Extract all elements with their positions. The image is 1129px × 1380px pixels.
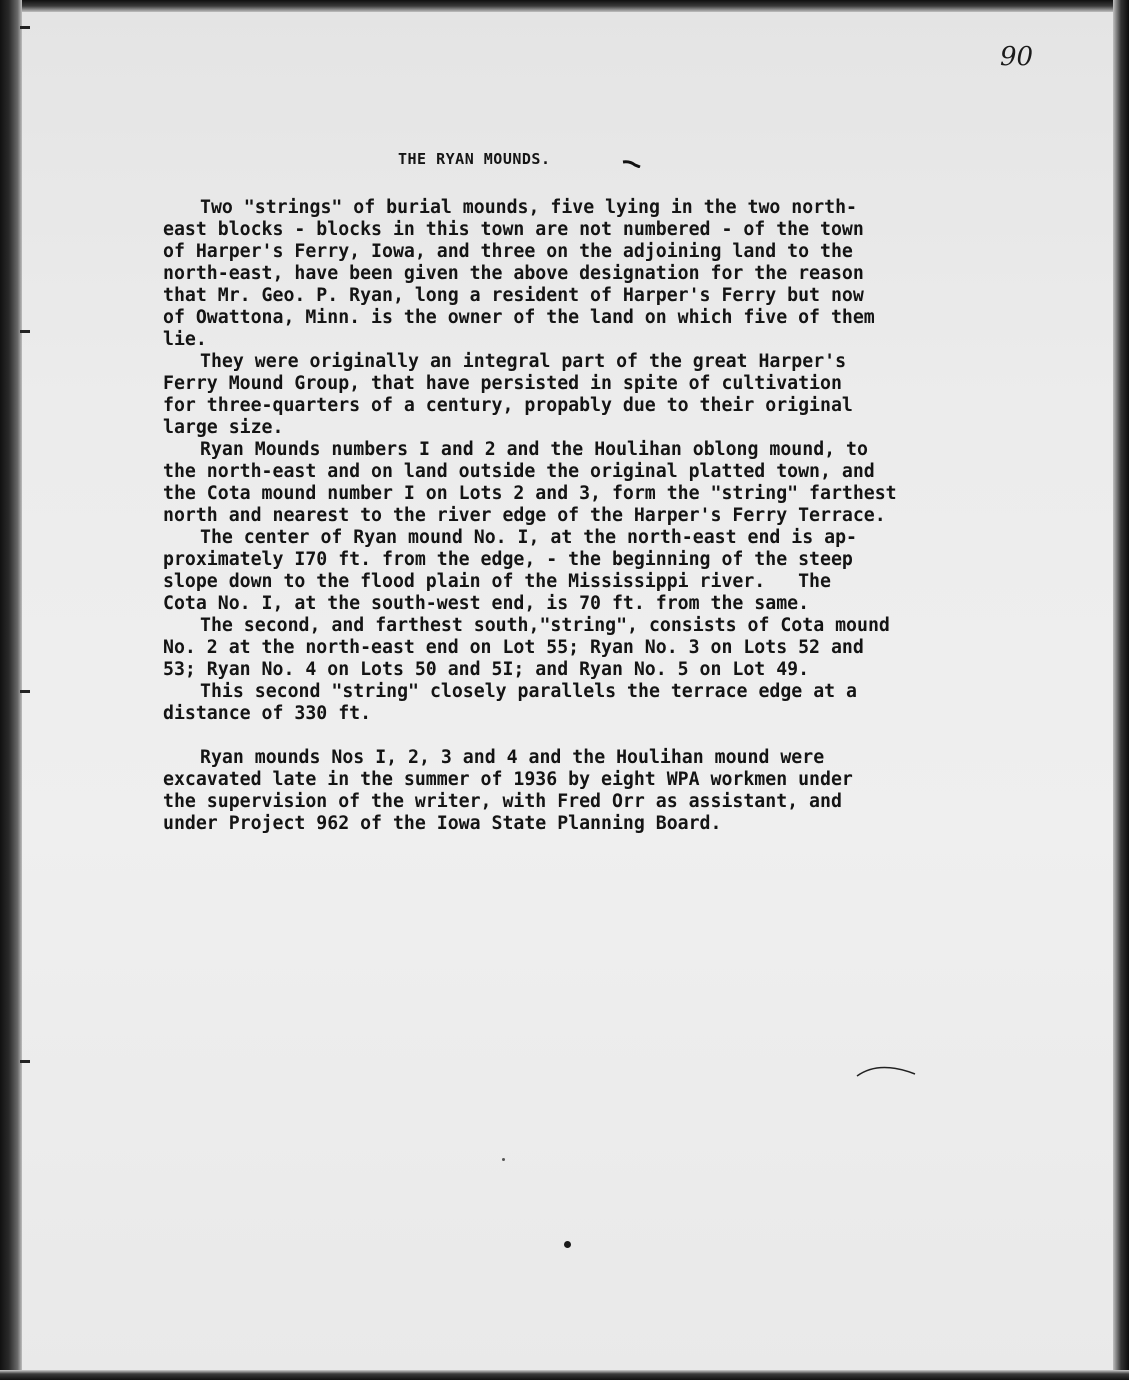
- body-line: No. 2 at the north-east end on Lot 55; Ryan No. 3 on Lots 52 and: [163, 637, 864, 658]
- scan-top-edge: [0, 0, 1129, 12]
- body-line: slope down to the flood plain of the Mississippi river. The: [163, 571, 831, 592]
- scan-left-edge: [0, 0, 22, 1380]
- binder-tick-mark: [20, 1060, 30, 1063]
- body-line: The center of Ryan mound No. I, at the north-east end is ap-: [200, 527, 857, 548]
- pencil-stroke-mark: [855, 1062, 919, 1080]
- body-line: north-east, have been given the above designation for the reason: [163, 263, 864, 284]
- pencil-check-mark: [622, 160, 642, 168]
- body-line: of Harper's Ferry, Iowa, and three on the adjoining land to the: [163, 241, 853, 262]
- body-line: Cota No. I, at the south-west end, is 70 ft. from the same.: [163, 593, 810, 614]
- binder-tick-mark: [20, 690, 30, 693]
- body-line: of Owattona, Minn. is the owner of the land on which five of them: [163, 307, 875, 328]
- body-line: Ryan Mounds numbers I and 2 and the Houlihan oblong mound, to: [200, 439, 868, 460]
- document-title: THE RYAN MOUNDS.: [398, 150, 551, 168]
- body-line: 53; Ryan No. 4 on Lots 50 and 5I; and Ryan No. 5 on Lot 49.: [163, 659, 810, 680]
- ink-dot: [564, 1241, 571, 1248]
- body-line: north and nearest to the river edge of the Harper's Ferry Terrace.: [163, 505, 886, 526]
- body-line: lie.: [163, 329, 207, 350]
- body-line: This second "string" closely parallels the terrace edge at a: [200, 681, 857, 702]
- body-line: Ferry Mound Group, that have persisted in spite of cultivation: [163, 373, 842, 394]
- body-line: the supervision of the writer, with Fred Orr as assistant, and: [163, 791, 842, 812]
- body-line: proximately I70 ft. from the edge, - the beginning of the steep: [163, 549, 853, 570]
- body-line: Two "strings" of burial mounds, five lying in the two north-: [200, 197, 857, 218]
- body-line: They were originally an integral part of the great Harper's: [200, 351, 847, 372]
- body-line: Ryan mounds Nos I, 2, 3 and 4 and the Houlihan mound were: [200, 747, 825, 768]
- body-line: large size.: [163, 417, 284, 438]
- ink-speck: [502, 1158, 505, 1161]
- scan-bottom-edge: [0, 1370, 1129, 1380]
- body-line: distance of 330 ft.: [163, 703, 372, 724]
- body-line: excavated late in the summer of 1936 by eight WPA workmen under: [163, 769, 853, 790]
- body-line: the Cota mound number I on Lots 2 and 3, form the "string" farthest: [163, 483, 897, 504]
- page-number: 90: [1000, 42, 1034, 72]
- body-line: east blocks - blocks in this town are not numbered - of the town: [163, 219, 864, 240]
- body-line: the north-east and on land outside the original platted town, and: [163, 461, 875, 482]
- binder-tick-mark: [20, 26, 30, 29]
- body-line: that Mr. Geo. P. Ryan, long a resident of Harper's Ferry but now: [163, 285, 864, 306]
- body-line: The second, and farthest south,"string", consists of Cota mound: [200, 615, 890, 636]
- body-line: under Project 962 of the Iowa State Planning Board.: [163, 813, 722, 834]
- binder-tick-mark: [20, 330, 30, 333]
- scan-right-edge: [1113, 0, 1129, 1380]
- body-line: for three-quarters of a century, propably due to their original: [163, 395, 853, 416]
